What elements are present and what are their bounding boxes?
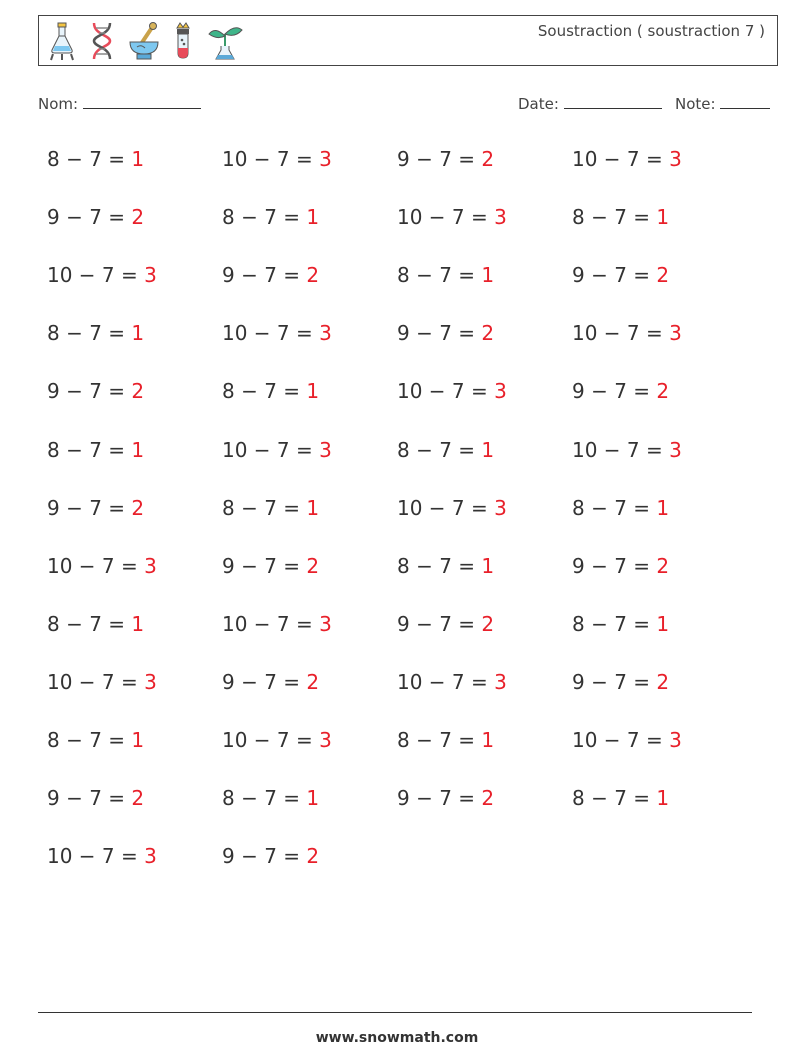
problem-answer: 1 (306, 786, 320, 811)
problem-answer: 2 (131, 379, 145, 404)
problem-answer: 1 (656, 786, 670, 811)
problem-question: 10 − 7 = (572, 437, 670, 462)
problem-item (397, 496, 507, 520)
problem-question: 9 − 7 = (222, 263, 307, 288)
problem-question: 8 − 7 = (572, 495, 657, 520)
problem-answer: 1 (131, 147, 145, 171)
problem-question: 10 − 7 = (222, 321, 320, 346)
problem-question: 10 − 7 = (397, 495, 495, 520)
problem-question: 10 − 7 = (222, 437, 320, 462)
problem-question: 9 − 7 = (397, 321, 482, 346)
problem-answer: 1 (306, 495, 320, 520)
problem-question: 10 − 7 = (572, 321, 670, 346)
problem-answer: 2 (481, 321, 495, 346)
problem-item (222, 263, 319, 287)
dna-icon (87, 20, 117, 62)
problem-answer: 2 (131, 495, 145, 520)
problem-question: 8 − 7 = (222, 205, 307, 230)
problem-item (222, 844, 319, 868)
problem-answer: 3 (669, 437, 682, 462)
problem-item (572, 263, 669, 287)
problem-item (222, 379, 319, 403)
problem-answer: 3 (319, 728, 332, 752)
problem-question: 9 − 7 = (47, 205, 132, 230)
problem-answer: 3 (144, 844, 157, 869)
problem-question: 8 − 7 = (397, 263, 482, 288)
problem-answer: 1 (306, 205, 320, 230)
problem-answer: 1 (656, 495, 670, 520)
problem-question: 10 − 7 = (47, 669, 145, 694)
problem-question: 9 − 7 = (572, 263, 657, 288)
problem-answer: 1 (131, 321, 145, 346)
mortar-icon (127, 20, 161, 62)
problem-question: 9 − 7 = (222, 844, 307, 869)
worksheet-title: Soustraction ( soustraction 7 ) (537, 22, 765, 40)
problem-item (47, 263, 157, 287)
problem-item (47, 496, 144, 520)
problem-question: 10 − 7 = (397, 669, 495, 694)
name-blank[interactable] (83, 94, 201, 109)
problem-item (47, 728, 144, 752)
problem-item (397, 147, 494, 171)
problem-item (47, 554, 157, 578)
problem-item (572, 147, 682, 171)
problem-question: 10 − 7 = (397, 205, 495, 230)
problem-answer: 3 (319, 321, 332, 346)
footer-divider (38, 1012, 752, 1013)
problem-item (397, 554, 494, 578)
problem-item (47, 205, 144, 229)
grade-label: Note: (675, 95, 716, 113)
problem-question: 8 − 7 = (47, 728, 132, 752)
problem-answer: 3 (669, 321, 682, 346)
problem-question: 10 − 7 = (222, 611, 320, 636)
problem-question: 10 − 7 = (222, 147, 320, 171)
problem-answer: 1 (306, 379, 320, 404)
problem-item (572, 379, 669, 403)
problem-question: 9 − 7 = (47, 786, 132, 811)
problem-answer: 3 (144, 553, 157, 578)
problem-item (397, 786, 494, 810)
problem-answer: 1 (656, 205, 670, 230)
problem-item (397, 321, 494, 345)
problem-answer: 3 (669, 728, 682, 752)
problem-answer: 2 (306, 553, 320, 578)
problem-item (397, 728, 494, 752)
date-blank[interactable] (564, 94, 662, 109)
problem-question: 8 − 7 = (397, 553, 482, 578)
problem-item (47, 379, 144, 403)
date-field (518, 94, 662, 113)
problem-question: 10 − 7 = (47, 553, 145, 578)
problem-item (222, 612, 332, 636)
problem-answer: 3 (319, 147, 332, 171)
problem-item (572, 554, 669, 578)
flask-icon (47, 20, 77, 62)
problem-question: 8 − 7 = (47, 437, 132, 462)
problem-answer: 2 (306, 263, 320, 288)
problem-answer: 1 (131, 437, 145, 462)
problem-item (572, 728, 682, 752)
problem-answer: 1 (656, 611, 670, 636)
problem-item (397, 670, 507, 694)
problem-item (222, 728, 332, 752)
problem-item (222, 786, 319, 810)
problem-answer: 1 (481, 437, 495, 462)
problem-question: 9 − 7 = (397, 147, 482, 171)
problem-answer: 2 (656, 669, 670, 694)
problem-question: 8 − 7 = (222, 786, 307, 811)
date-label: Date: (518, 95, 559, 113)
problem-question: 8 − 7 = (222, 495, 307, 520)
problem-item (47, 438, 144, 462)
problem-question: 9 − 7 = (47, 495, 132, 520)
problem-question: 8 − 7 = (572, 205, 657, 230)
problem-item (222, 147, 332, 171)
problem-item (397, 263, 494, 287)
problem-question: 8 − 7 = (47, 147, 132, 171)
problem-answer: 1 (131, 611, 145, 636)
problem-answer: 1 (481, 553, 495, 578)
problem-item (572, 321, 682, 345)
problem-question: 8 − 7 = (222, 379, 307, 404)
icon-row (47, 20, 245, 62)
problem-answer: 3 (319, 611, 332, 636)
problem-question: 8 − 7 = (397, 437, 482, 462)
problem-item (222, 205, 319, 229)
problem-item (572, 786, 669, 810)
problem-question: 8 − 7 = (397, 728, 482, 752)
problem-answer: 2 (656, 379, 670, 404)
problem-answer: 3 (494, 379, 507, 404)
problem-item (397, 205, 507, 229)
problem-question: 9 − 7 = (222, 669, 307, 694)
problem-answer: 3 (144, 263, 157, 288)
problem-item (397, 612, 494, 636)
problem-question: 9 − 7 = (572, 553, 657, 578)
problem-answer: 3 (494, 495, 507, 520)
footer-url: www.snowmath.com (315, 1030, 479, 1046)
problem-answer: 2 (481, 147, 495, 171)
problem-question: 10 − 7 = (397, 379, 495, 404)
problem-answer: 1 (481, 728, 495, 752)
problem-question: 10 − 7 = (572, 728, 670, 752)
problem-item (47, 612, 144, 636)
problem-answer: 2 (306, 844, 320, 869)
problem-question: 9 − 7 = (572, 669, 657, 694)
header-box (38, 15, 778, 66)
problem-question: 8 − 7 = (47, 321, 132, 346)
problem-item (47, 786, 144, 810)
problem-item (47, 147, 144, 171)
problem-item (572, 496, 669, 520)
problem-answer: 3 (494, 669, 507, 694)
problem-item (47, 670, 157, 694)
problem-question: 10 − 7 = (572, 147, 670, 171)
name-label: Nom: (38, 95, 79, 113)
problem-answer: 3 (319, 437, 332, 462)
plant-flask-icon (205, 20, 245, 62)
problem-answer: 3 (669, 147, 682, 171)
grade-blank[interactable] (720, 94, 770, 109)
problem-question: 10 − 7 = (47, 844, 145, 869)
problem-question: 9 − 7 = (397, 786, 482, 811)
problem-item (397, 438, 494, 462)
problem-item (572, 205, 669, 229)
name-field (38, 94, 201, 113)
problem-item (47, 321, 144, 345)
problem-answer: 2 (131, 205, 145, 230)
problem-answer: 1 (481, 263, 495, 288)
grade-field (675, 94, 770, 113)
problem-answer: 1 (131, 728, 145, 752)
problem-item (222, 321, 332, 345)
problem-question: 8 − 7 = (572, 786, 657, 811)
problem-item (222, 496, 319, 520)
problem-question: 9 − 7 = (397, 611, 482, 636)
problem-answer: 2 (656, 553, 670, 578)
problem-question: 9 − 7 = (222, 553, 307, 578)
problem-question: 10 − 7 = (222, 728, 320, 752)
problem-item (572, 612, 669, 636)
problem-answer: 2 (306, 669, 320, 694)
problem-question: 10 − 7 = (47, 263, 145, 288)
problem-question: 9 − 7 = (572, 379, 657, 404)
problem-item (397, 379, 507, 403)
problem-question: 8 − 7 = (572, 611, 657, 636)
problem-answer: 2 (131, 786, 145, 811)
problem-answer: 2 (481, 611, 495, 636)
problem-item (47, 844, 157, 868)
problem-question: 9 − 7 = (47, 379, 132, 404)
problem-item (222, 438, 332, 462)
problem-answer: 3 (494, 205, 507, 230)
test-tube-icon (171, 20, 195, 62)
problem-item (572, 670, 669, 694)
problem-question: 8 − 7 = (47, 611, 132, 636)
problem-item (222, 670, 319, 694)
problem-item (222, 554, 319, 578)
problem-answer: 2 (481, 786, 495, 811)
problem-answer: 2 (656, 263, 670, 288)
problem-answer: 3 (144, 669, 157, 694)
problem-item (572, 438, 682, 462)
